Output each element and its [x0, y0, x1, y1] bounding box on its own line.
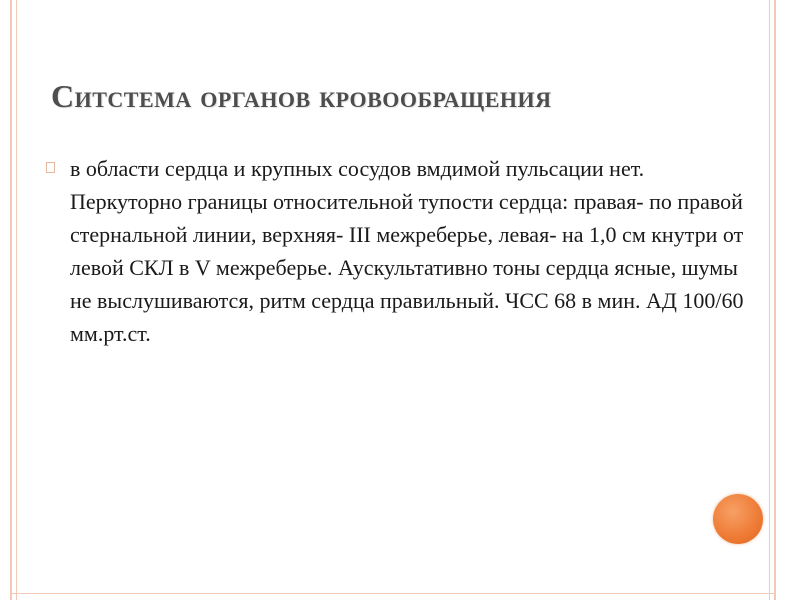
frame-left-outer-line: [10, 0, 12, 600]
frame-left-inner-line: [16, 0, 17, 600]
slide-content: [46, 152, 746, 350]
frame-right-inner-line: [769, 0, 770, 600]
slide-title: Ситстема органов кровообращения: [51, 78, 552, 114]
bullet-item: [46, 152, 746, 350]
orange-circle-decoration: [713, 494, 763, 544]
frame-right-outer-line: [774, 0, 776, 600]
bullet-text: в области сердца и крупных сосудов вмдимой пульсации нет. Перкуторно границы относительной тупости сердца: правая- по правой стернальной линии, верхняя- III межреберье, левая- на 1,0 см кнутри от левой СКЛ в V межреберье. Аускультативно тоны сердца ясные, шумы не выслушиваются, ритм сердца правильный. ЧСС 68 в мин. АД 100/60 мм.рт.ст.: [70, 156, 744, 346]
bullet-square-icon: [46, 162, 56, 173]
frame-bottom-line: [12, 593, 774, 594]
